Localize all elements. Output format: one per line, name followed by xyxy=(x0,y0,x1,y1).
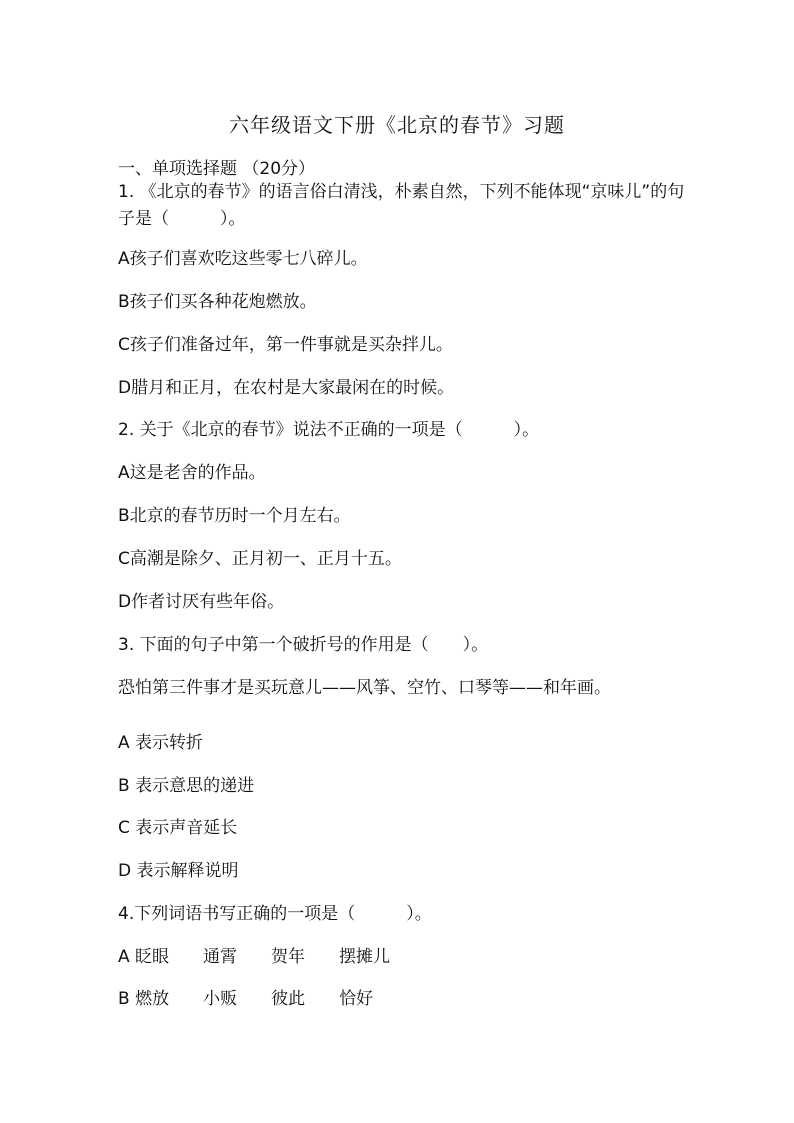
question-3-option-c: C 表示声音延长 xyxy=(118,818,238,838)
question-2-option-c: C高潮是除夕、正月初一、正月十五。 xyxy=(118,549,402,569)
question-2-option-a: A这是老舍的作品。 xyxy=(118,463,266,483)
question-3-quote: 恐怕第三件事才是买玩意儿——风筝、空竹、口琴等——和年画。 xyxy=(118,678,611,698)
question-3-option-b: B 表示意思的递进 xyxy=(118,776,255,796)
question-3-stem: 3. 下面的句子中第一个破折号的作用是（ ）。 xyxy=(118,635,489,655)
question-1-option-c: C孩子们准备过年，第一件事就是买杂拌儿。 xyxy=(118,335,453,355)
question-4-stem: 4.下列词语书写正确的一项是（ ）。 xyxy=(118,904,432,924)
question-1-option-a: A孩子们喜欢吃这些零七八碎儿。 xyxy=(118,249,368,269)
section-heading: 一、单项选择题 （20分） xyxy=(118,159,316,179)
question-3-option-a: A 表示转折 xyxy=(118,733,204,753)
question-2-option-d: D作者讨厌有些年俗。 xyxy=(118,592,285,612)
question-1-stem: 1. 《北京的春节》的语言俗白清浅，朴素自然，下列不能体现“京味儿”的句子是（ ）。 xyxy=(118,182,685,229)
question-3-option-d: D 表示解释说明 xyxy=(118,861,239,881)
question-2-stem: 2. 关于《北京的春节》说法不正确的一项是（ ）。 xyxy=(118,420,540,440)
question-1-option-b: B孩子们买各种花炮燃放。 xyxy=(118,292,317,312)
page-title: 六年级语文下册《北京的春节》习题 xyxy=(229,113,565,137)
question-4-option-b: B 燃放 小贩 彼此 恰好 xyxy=(118,989,374,1009)
question-2-option-b: B北京的春节历时一个月左右。 xyxy=(118,506,351,526)
question-4-option-a: A 眨眼 通霄 贺年 摆摊儿 xyxy=(118,947,391,967)
question-1-option-d: D腊月和正月，在农村是大家最闲在的时候。 xyxy=(118,378,455,398)
